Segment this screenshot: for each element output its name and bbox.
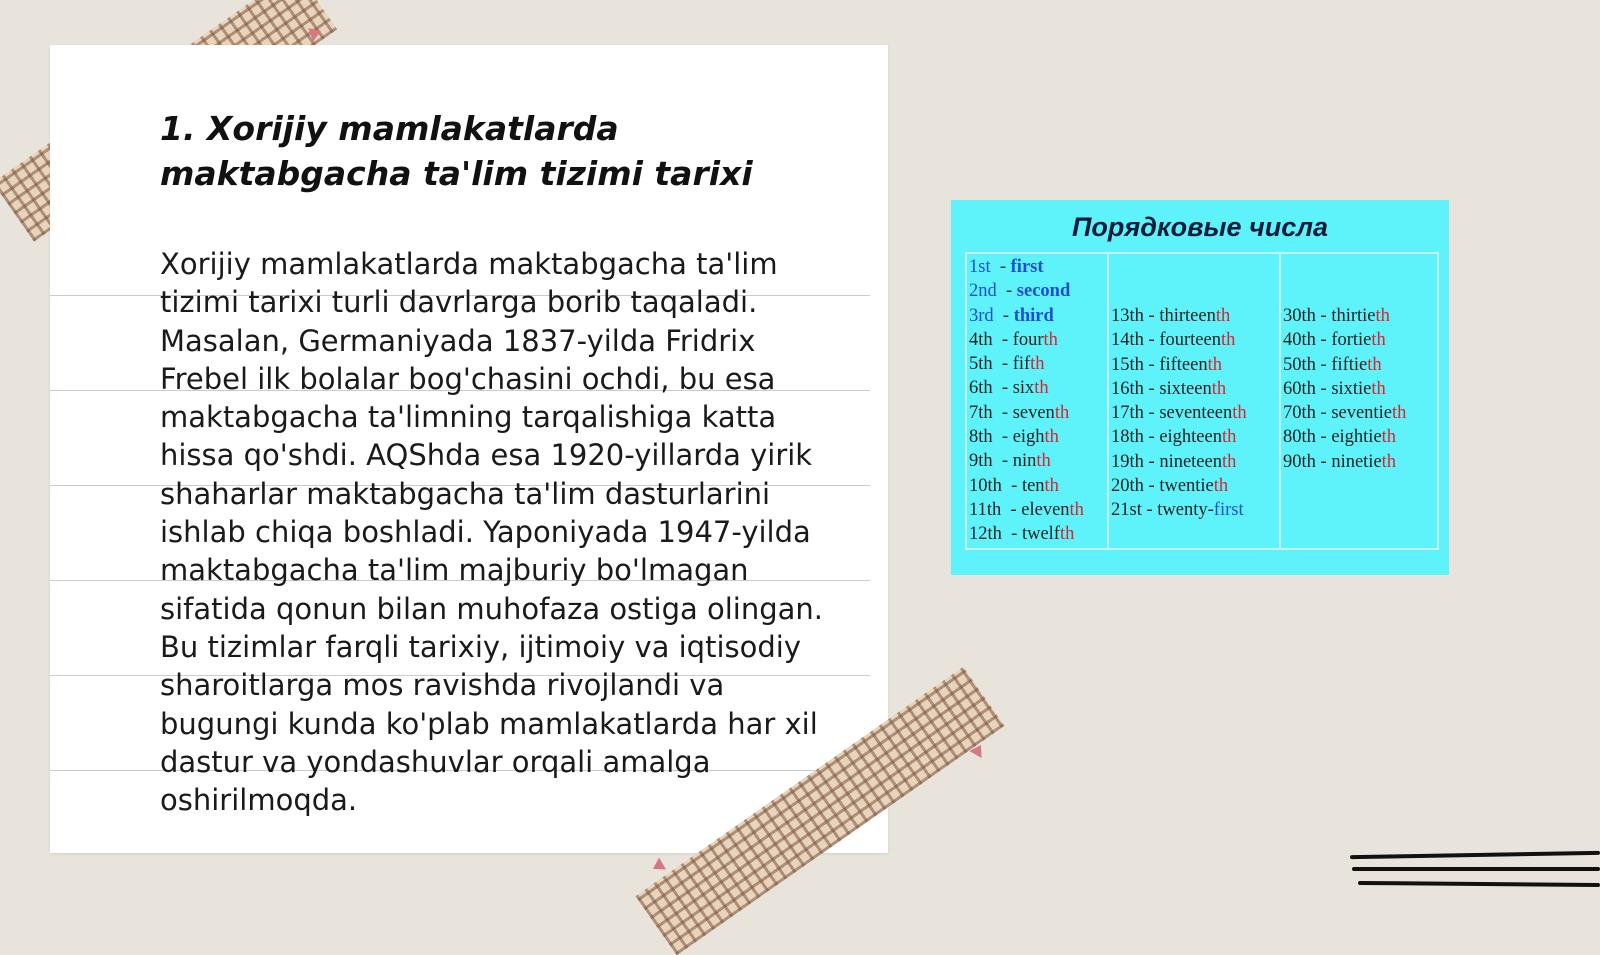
ordinal-number: 11th bbox=[969, 499, 1002, 520]
ordinal-word: ninth bbox=[1012, 451, 1051, 472]
ordinal-numbers-title: Порядковые числа bbox=[1071, 212, 1329, 242]
ordinal-number: 5th bbox=[969, 354, 993, 375]
decorative-brush-stroke bbox=[1350, 851, 1600, 859]
ordinal-number: 8th bbox=[969, 427, 993, 448]
ordinal-word: fifteenth bbox=[1159, 354, 1222, 375]
ordinal-word: twenty-first bbox=[1157, 500, 1244, 521]
ordinal-column-1 bbox=[967, 254, 1109, 548]
ordinal-word: nineteenth bbox=[1159, 451, 1237, 472]
ordinal-word: twelfth bbox=[1021, 524, 1075, 545]
ordinal-row: 60th - sixtieth bbox=[1283, 378, 1386, 399]
ordinal-row: 4th - fourth bbox=[969, 329, 1058, 350]
ordinal-row: 8th - eighth bbox=[969, 427, 1059, 448]
slide-body-text: Xorijiy mamlakatlarda maktabgacha ta'lim tizimi tarixi turli davrlarga borib taqaladi. Masalan, Germaniyada 1837-yilda Fridrix Frebel ilk bolalar bog'chasini ochdi, bu esa maktabgacha ta'limning tarqalishiga katta hissa qo'shdi. AQShda esa 1920-yillarda yirik shaharlar maktabgacha ta'lim dasturlarini ishlab chiqa boshladi. Yaponiyada 1947-yilda maktabgacha ta'lim majburiy bo'lmagan sifatida qonun bilan muhofaza ostiga olingan. Bu tizimlar farqli tarixiy, ijtimoiy va iqtisodiy sharoitlarga mos ravishda rivojlandi va bugungi kunda ko'plab mamlakatlarda har xil dastur va yondashuvlar orqali amalga oshirilmoqda. bbox=[160, 247, 824, 818]
ordinal-row: 6th - sixth bbox=[969, 378, 1049, 399]
ordinal-number: 17th bbox=[1111, 403, 1144, 424]
ordinal-number: 21st bbox=[1111, 500, 1142, 521]
ordinal-word: fifth bbox=[1012, 354, 1045, 375]
ordinal-word: twentieth bbox=[1159, 476, 1229, 497]
ordinal-row: 90th - ninetieth bbox=[1283, 451, 1397, 472]
ordinal-word: seventh bbox=[1012, 402, 1070, 423]
ordinal-column-3 bbox=[1281, 254, 1437, 548]
ordinal-number: 10th bbox=[969, 475, 1002, 496]
slide-title bbox=[160, 106, 820, 196]
ordinal-number: 6th bbox=[969, 378, 993, 399]
ordinal-row: 11th - eleventh bbox=[969, 499, 1084, 520]
ordinal-numbers-image bbox=[951, 200, 1449, 575]
ordinal-row: 3rd - third bbox=[969, 305, 1054, 326]
ordinal-number: 80th bbox=[1283, 427, 1316, 448]
ordinal-numbers-table bbox=[965, 252, 1439, 550]
ordinal-number: 16th bbox=[1111, 378, 1144, 399]
ordinal-number: 90th bbox=[1283, 451, 1316, 472]
ordinal-number: 15th bbox=[1111, 354, 1144, 375]
ordinal-number: 19th bbox=[1111, 451, 1144, 472]
ordinal-row: 16th - sixteenth bbox=[1111, 378, 1227, 399]
ordinal-word: third bbox=[1013, 305, 1054, 326]
ordinal-row: 7th - seventh bbox=[969, 402, 1070, 423]
ordinal-row: 30th - thirtieth bbox=[1283, 306, 1390, 326]
slide-title-line1: 1. Xorijiy mamlakatlarda bbox=[160, 109, 619, 148]
ordinal-number: 20th bbox=[1111, 476, 1144, 497]
ordinal-word: fourth bbox=[1012, 329, 1058, 350]
ordinal-row: 21st - twenty-first bbox=[1111, 500, 1244, 521]
ordinal-number: 50th bbox=[1283, 354, 1316, 375]
ordinal-row: 2nd - second bbox=[969, 281, 1071, 302]
ordinal-number: 4th bbox=[969, 329, 993, 350]
ordinal-row: 19th - nineteenth bbox=[1111, 451, 1237, 472]
ordinal-number: 2nd bbox=[969, 281, 997, 302]
ordinal-number: 60th bbox=[1283, 378, 1316, 399]
ordinal-row: 12th - twelfth bbox=[969, 524, 1075, 545]
ordinal-number: 40th bbox=[1283, 330, 1316, 351]
ordinal-number: 30th bbox=[1283, 306, 1316, 326]
ordinal-row: 1st - first bbox=[969, 257, 1044, 277]
decorative-brush-stroke bbox=[1352, 867, 1600, 871]
ordinal-row: 80th - eightieth bbox=[1283, 427, 1397, 448]
ordinal-word: sixth bbox=[1012, 378, 1049, 399]
ordinal-row: 10th - tenth bbox=[969, 475, 1059, 496]
ordinal-number: 14th bbox=[1111, 330, 1144, 351]
ordinal-row: 15th - fifteenth bbox=[1111, 354, 1222, 375]
ordinal-word: seventieth bbox=[1331, 403, 1407, 424]
ordinal-word: fourteenth bbox=[1159, 330, 1236, 351]
ordinal-row: 14th - fourteenth bbox=[1111, 330, 1236, 351]
ordinal-number: 18th bbox=[1111, 427, 1144, 448]
ordinal-row: 70th - seventieth bbox=[1283, 403, 1407, 424]
ordinal-word: thirtieth bbox=[1331, 306, 1390, 326]
ordinal-word: eighth bbox=[1012, 427, 1059, 448]
ordinal-number: 7th bbox=[969, 402, 993, 423]
ordinal-number: 1st bbox=[969, 257, 991, 277]
ordinal-row: 20th - twentieth bbox=[1111, 476, 1229, 497]
ordinal-word: eleventh bbox=[1021, 499, 1084, 520]
ordinal-word: eighteenth bbox=[1159, 427, 1237, 448]
ordinal-word: thirteenth bbox=[1159, 306, 1231, 326]
ordinal-word: fortieth bbox=[1331, 330, 1386, 351]
ordinal-number: 70th bbox=[1283, 403, 1316, 424]
ordinal-number: 3rd bbox=[969, 305, 994, 326]
ordinal-row: 50th - fiftieth bbox=[1283, 354, 1382, 375]
ordinal-word: sixteenth bbox=[1159, 378, 1227, 399]
ordinal-number: 13th bbox=[1111, 306, 1144, 326]
ordinal-row: 40th - fortieth bbox=[1283, 330, 1386, 351]
ordinal-word: second bbox=[1016, 281, 1071, 302]
ordinal-word: ninetieth bbox=[1331, 451, 1397, 472]
ordinal-row: 18th - eighteenth bbox=[1111, 427, 1237, 448]
slide-title-line2: maktabgacha ta'lim tizimi tarixi bbox=[160, 154, 753, 193]
ordinal-row: 17th - seventeenth bbox=[1111, 403, 1247, 424]
ordinal-number: 9th bbox=[969, 451, 993, 472]
ordinal-word: tenth bbox=[1021, 475, 1059, 496]
ordinal-row: 13th - thirteenth bbox=[1111, 306, 1231, 326]
ordinal-word: first bbox=[1010, 257, 1044, 277]
ordinal-number: 12th bbox=[969, 524, 1002, 545]
ordinal-row: 5th - fifth bbox=[969, 354, 1045, 375]
ordinal-word: eightieth bbox=[1331, 427, 1397, 448]
ordinal-word: sixtieth bbox=[1331, 378, 1386, 399]
ordinal-word: seventeenth bbox=[1159, 403, 1247, 424]
ordinal-row: 9th - ninth bbox=[969, 451, 1051, 472]
decorative-brush-stroke bbox=[1358, 881, 1600, 887]
ordinal-word: fiftieth bbox=[1331, 354, 1382, 375]
ordinal-column-2 bbox=[1109, 254, 1281, 548]
